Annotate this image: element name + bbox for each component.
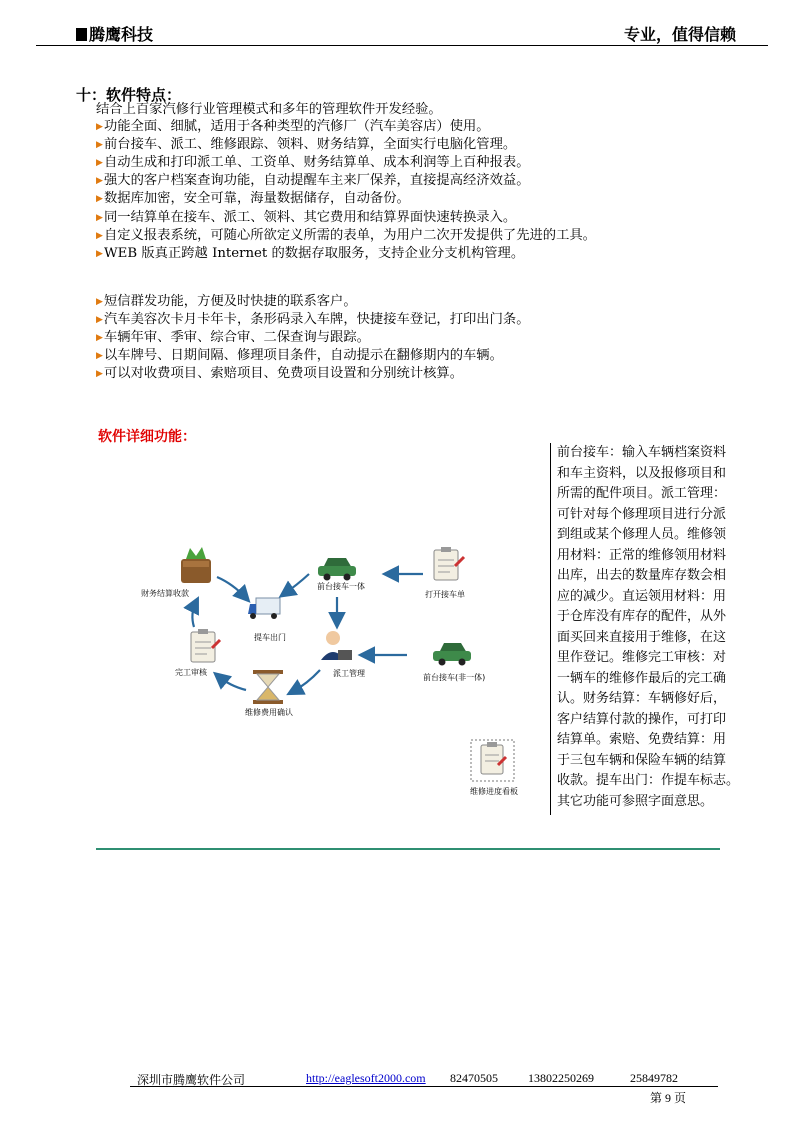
- label-progress: 维修进度看板: [470, 787, 518, 796]
- text-line: 其它功能可参照字面意思。: [557, 793, 714, 809]
- text-line: 客户结算付款的操作，可打印: [557, 711, 727, 727]
- triangle-bullet-icon: ▶: [96, 333, 103, 344]
- text-line: 认。财务结算：车辆修好后，: [557, 691, 727, 706]
- text-line: 面买回来直接用于维修，在这: [557, 629, 727, 645]
- label-finance: 财务结算收款: [141, 589, 189, 598]
- label-front-desk: 前台接车一体: [317, 582, 365, 591]
- header-company-label: 腾鹰科技: [89, 25, 154, 44]
- triangle-bullet-icon: ▶: [96, 158, 103, 169]
- triangle-bullet-icon: ▶: [96, 351, 103, 362]
- text-line: 出库，出去的数量库存数会相: [557, 568, 727, 583]
- text-line: 结算单。索赔、免费结算：用: [557, 732, 727, 747]
- list-item: ▶自动生成和打印派工单、工资单、财务结算单、成本利润等上百种报表。: [96, 154, 596, 172]
- label-exit: 提车出门: [254, 633, 286, 642]
- features-list-2: [96, 293, 530, 383]
- header-slogan: 专业，值得信赖: [623, 25, 736, 44]
- footer-url-link[interactable]: http://eaglesoft2000.com: [306, 1071, 426, 1085]
- triangle-bullet-icon: ▶: [96, 369, 103, 380]
- text-line: 于三包车辆和保险车辆的结算: [557, 752, 727, 768]
- list-item: ▶车辆年审、季审、综合审、二保查询与跟踪。: [96, 329, 530, 347]
- text-line: 到组或某个修理人员。维修领: [557, 527, 727, 542]
- truck-icon: [248, 598, 280, 619]
- triangle-bullet-icon: ▶: [96, 297, 103, 307]
- list-item: ▶以车牌号、日期间隔、修理项目条件，自动提示在翻修期内的车辆。: [96, 347, 530, 365]
- triangle-bullet-icon: ▶: [96, 212, 103, 223]
- text-line: 于仓库没有库存的配件，从外: [557, 609, 727, 624]
- list-item: ▶前台接车、派工、维修跟踪、领料、财务结算，全面实行电脑化管理。: [96, 136, 596, 154]
- footer-phone-1: 82470505: [450, 1071, 498, 1085]
- footer-phone-3: 25849782: [630, 1071, 678, 1085]
- header-divider: [36, 45, 768, 46]
- triangle-bullet-icon: ▶: [96, 122, 103, 133]
- footer-divider: [130, 1086, 718, 1087]
- car-icon: [433, 643, 471, 666]
- text-line: 和车主资料，以及报修项目和: [557, 465, 727, 481]
- text-line: 里作登记。维修完工审核：对: [557, 650, 727, 665]
- list-item: ▶功能全面、细腻，适用于各种类型的汽修厂（汽车美容店）使用。: [96, 118, 596, 136]
- label-dispatch: 派工管理: [333, 669, 365, 678]
- text-line: 用材料：正常的维修领用材料: [557, 547, 727, 563]
- triangle-bullet-icon: ▶: [96, 230, 103, 241]
- list-item: ▶强大的客户档案查询功能，自动提醒车主来厂保养，直接提高经济效益。: [96, 172, 596, 190]
- list-item: ▶数据库加密，安全可靠，海量数据储存，自动备份。: [96, 190, 596, 208]
- text-line: 收款。提车出门：作提车标志。: [557, 773, 740, 788]
- person-icon: [321, 631, 352, 660]
- side-description: [550, 443, 746, 815]
- text-line: 所需的配件项目。派工管理：: [557, 486, 727, 501]
- square-icon: [76, 28, 87, 41]
- car-icon: [318, 558, 356, 581]
- triangle-bullet-icon: ▶: [96, 140, 103, 151]
- hourglass-icon: [253, 670, 283, 704]
- section-divider: [96, 848, 720, 850]
- wallet-icon: [181, 547, 211, 583]
- page-number: 第 9 页: [650, 1091, 687, 1105]
- triangle-bullet-icon: ▶: [96, 176, 103, 187]
- footer-company: 深圳市腾鹰软件公司: [137, 1073, 246, 1087]
- list-item: ▶自定义报表系统，可随心所欲定义所需的表单，为用户二次开发提供了先进的工具。: [96, 227, 596, 245]
- list-item: ▶WEB 版真正跨越 Internet 的数据存取服务，支持企业分支机构管理。: [96, 245, 596, 263]
- text-line: 一辆车的维修作最后的完工确: [557, 670, 727, 686]
- text-line: 可针对每个修理项目进行分派: [557, 506, 727, 522]
- detail-title: 软件详细功能：: [98, 429, 196, 445]
- text-line: 应的减少。直运领用材料：用: [557, 588, 727, 604]
- footer-phone-2: 13802250269: [528, 1071, 594, 1085]
- label-cost-confirm: 维修费用确认: [245, 708, 293, 717]
- triangle-bullet-icon: ▶: [96, 194, 103, 205]
- progress-board-icon: [471, 740, 514, 781]
- header-company: [76, 22, 153, 45]
- label-complete: 完工审核: [175, 668, 207, 677]
- features-list: [96, 101, 596, 263]
- triangle-bullet-icon: ▶: [96, 315, 103, 326]
- list-item: ▶可以对收费项目、索赔项目、免费项目设置和分别统计核算。: [96, 365, 530, 383]
- list-item: ▶同一结算单在接车、派工、领料、其它费用和结算界面快速转换录入。: [96, 209, 596, 227]
- section-title: 十：软件特点：: [76, 86, 182, 104]
- list-item: ▶汽车美容次卡月卡年卡，条形码录入车牌，快捷接车登记，打印出门条。: [96, 311, 530, 329]
- label-print-order: 打开接车单: [425, 590, 465, 599]
- label-front-desk-2: 前台接车(非一体): [423, 673, 486, 682]
- list-item: ▶短信群发功能，方便及时快捷的联系客户。: [96, 293, 530, 311]
- text-line: 前台接车：输入车辆档案资料: [557, 445, 727, 460]
- clipboard-icon: [434, 547, 464, 580]
- clipboard-icon: [191, 629, 220, 662]
- feature-intro: 结合上百家汽修行业管理模式和多年的管理软件开发经验。: [96, 102, 442, 117]
- triangle-bullet-icon: ▶: [96, 248, 103, 259]
